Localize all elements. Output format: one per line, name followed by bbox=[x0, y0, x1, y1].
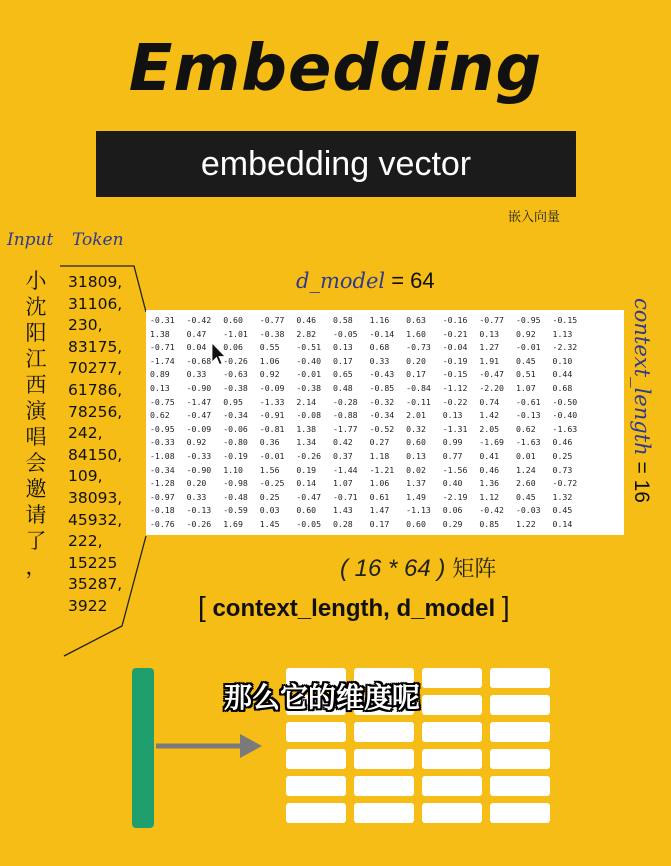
matrix-cell: 0.60 bbox=[296, 505, 317, 516]
grid-cell bbox=[354, 803, 414, 823]
matrix-cell: -1.74 bbox=[150, 355, 175, 366]
matrix-cell: 0.19 bbox=[296, 464, 317, 475]
matrix-cell: 0.33 bbox=[186, 369, 207, 380]
matrix-cell: -0.47 bbox=[186, 410, 212, 421]
grid-cell bbox=[354, 722, 414, 742]
matrix-cell: 0.17 bbox=[406, 369, 426, 380]
grid-cell bbox=[422, 668, 482, 688]
matrix-cell: -0.09 bbox=[186, 423, 212, 434]
grid-cell bbox=[490, 803, 550, 823]
matrix-cell: -0.33 bbox=[186, 450, 212, 461]
matrix-cell: -0.85 bbox=[369, 382, 395, 393]
grid-cell bbox=[422, 803, 482, 823]
matrix-cell: 1.69 bbox=[223, 518, 243, 529]
matrix-cell: -0.71 bbox=[150, 342, 175, 353]
matrix-cell: -0.26 bbox=[186, 518, 212, 529]
matrix-cell: -1.69 bbox=[479, 437, 504, 448]
matrix-cell: -0.42 bbox=[186, 315, 212, 325]
matrix-cell: 0.62 bbox=[515, 423, 536, 434]
matrix-cell: 0.68 bbox=[552, 382, 573, 393]
matrix-cell: 0.92 bbox=[259, 369, 280, 380]
matrix-cell: -0.42 bbox=[479, 505, 504, 516]
matrix-cell: 0.13 bbox=[442, 410, 463, 421]
matrix-cell: -0.28 bbox=[332, 396, 358, 407]
context-length-var: context_length bbox=[630, 298, 654, 456]
input-char: 请 bbox=[25, 503, 47, 527]
matrix-cell: -0.16 bbox=[442, 315, 468, 325]
matrix-cell: 1.24 bbox=[515, 464, 536, 475]
caption: 那么它的维度呢 bbox=[224, 681, 421, 714]
matrix-cell: -1.13 bbox=[406, 505, 431, 516]
token-id: 35287, bbox=[68, 575, 123, 594]
token-id: 83175, bbox=[68, 337, 123, 356]
matrix-cell: 1.38 bbox=[150, 328, 170, 339]
input-char: 小 bbox=[25, 269, 47, 293]
matrix-cell: 0.37 bbox=[332, 450, 353, 461]
matrix-cell: -0.34 bbox=[150, 464, 175, 475]
token-id: 31809, bbox=[68, 273, 123, 291]
matrix-cell: -0.34 bbox=[369, 410, 395, 421]
matrix-cell: -0.47 bbox=[296, 491, 322, 502]
grid-cell bbox=[354, 776, 414, 796]
matrix-cell: 1.12 bbox=[479, 491, 500, 502]
token-id: 45932, bbox=[68, 510, 123, 529]
input-char: 阳 bbox=[25, 321, 47, 345]
matrix-cell: 0.60 bbox=[406, 518, 426, 529]
matrix-cell: -1.77 bbox=[332, 423, 358, 434]
matrix-cell: 1.91 bbox=[479, 355, 500, 366]
matrix-cell: -1.28 bbox=[150, 478, 175, 489]
matrix-cell: 0.29 bbox=[442, 518, 463, 529]
matrix-cell: -0.06 bbox=[223, 423, 248, 434]
matrix-cell: -0.01 bbox=[515, 342, 541, 353]
matrix-cell: 0.17 bbox=[369, 518, 390, 529]
context-length-value: = 16 bbox=[630, 455, 653, 503]
matrix-cell: 0.06 bbox=[223, 342, 243, 353]
matrix-cell: -0.59 bbox=[223, 505, 248, 516]
token-id: 84150, bbox=[68, 445, 123, 464]
grid-cell bbox=[490, 668, 550, 688]
grid-cell bbox=[422, 695, 482, 715]
matrix-cell: -1.56 bbox=[442, 464, 468, 475]
matrix-cell: -0.63 bbox=[223, 369, 248, 380]
matrix-cell: -0.90 bbox=[186, 382, 212, 393]
token-id: 222, bbox=[68, 532, 103, 551]
token-id: 3922 bbox=[68, 596, 108, 615]
d-model-var: d_model bbox=[296, 269, 386, 293]
matrix-cell: 0.46 bbox=[552, 437, 573, 448]
matrix-cell: 0.32 bbox=[406, 423, 426, 434]
matrix-cell: 0.13 bbox=[406, 450, 426, 461]
matrix-cell: 0.45 bbox=[552, 505, 573, 516]
matrix-cell: -0.84 bbox=[406, 382, 431, 393]
matrix-cell: 2.14 bbox=[296, 396, 317, 407]
matrix-cell: -0.73 bbox=[406, 342, 431, 353]
input-char: 演 bbox=[25, 399, 47, 423]
matrix-cell: 1.06 bbox=[259, 355, 280, 366]
matrix-cell: -1.33 bbox=[259, 396, 285, 407]
matrix-cell: -0.34 bbox=[223, 410, 248, 421]
matrix-cell: 2.01 bbox=[406, 410, 426, 421]
matrix-cell: 0.51 bbox=[515, 369, 536, 380]
matrix-cell: 0.13 bbox=[479, 328, 500, 339]
matrix-cell: -0.38 bbox=[223, 382, 248, 393]
matrix-cell: 0.68 bbox=[369, 342, 390, 353]
matrix-cell: -0.19 bbox=[223, 450, 248, 461]
grid-cell bbox=[422, 776, 482, 796]
matrix-cell: 0.55 bbox=[259, 342, 280, 353]
matrix-cell: 0.45 bbox=[515, 491, 536, 502]
matrix-cell: 1.60 bbox=[406, 328, 426, 339]
matrix-cell: 0.10 bbox=[552, 355, 573, 366]
input-char: 西 bbox=[25, 373, 47, 397]
matrix-cell: 0.48 bbox=[332, 382, 353, 393]
matrix-cell: -2.20 bbox=[479, 382, 504, 393]
matrix-cell: -0.26 bbox=[296, 450, 322, 461]
token-id: 38093, bbox=[68, 488, 123, 507]
matrix-cell: -0.40 bbox=[552, 410, 578, 421]
matrix-cell: 0.95 bbox=[223, 396, 243, 407]
matrix-cell: 1.18 bbox=[369, 450, 390, 461]
matrix-cell: -0.03 bbox=[515, 505, 541, 516]
matrix-shape-cn: 矩阵 bbox=[445, 557, 497, 582]
matrix-cell: 1.36 bbox=[479, 478, 500, 489]
matrix-cell: -0.05 bbox=[296, 518, 322, 529]
matrix-cell: 0.92 bbox=[515, 328, 536, 339]
matrix-cell: -0.26 bbox=[223, 355, 248, 366]
token-id: 15225 bbox=[68, 553, 118, 572]
matrix-cell: -0.91 bbox=[259, 410, 285, 421]
matrix-cell: 1.45 bbox=[259, 518, 280, 529]
matrix-cell: -0.76 bbox=[150, 518, 175, 529]
matrix-cell: 0.02 bbox=[406, 464, 426, 475]
matrix-cell: 0.33 bbox=[186, 491, 207, 502]
grid-cell bbox=[490, 722, 550, 742]
matrix-cell: 0.40 bbox=[442, 478, 463, 489]
matrix-cell: 0.41 bbox=[479, 450, 500, 461]
matrix-cell: -0.72 bbox=[552, 478, 578, 489]
input-char: 沈 bbox=[25, 295, 47, 319]
matrix-cell: 0.46 bbox=[296, 315, 317, 325]
token-id: 242, bbox=[68, 424, 103, 443]
matrix-cell: 2.05 bbox=[479, 423, 500, 434]
matrix-cell: -0.11 bbox=[406, 396, 431, 407]
matrix-cell: 1.22 bbox=[515, 518, 536, 529]
matrix-cell: 0.77 bbox=[442, 450, 463, 461]
matrix-cell: -0.38 bbox=[296, 382, 322, 393]
grid-cell bbox=[286, 722, 346, 742]
matrix-shape-expr: ( 16 * 64 ) bbox=[340, 555, 446, 582]
matrix-cell: 0.45 bbox=[515, 355, 536, 366]
matrix-cell: -2.19 bbox=[442, 491, 468, 502]
matrix-cell: -1.21 bbox=[369, 464, 395, 475]
matrix-cell: 1.38 bbox=[296, 423, 317, 434]
matrix-cell: -0.48 bbox=[223, 491, 248, 502]
matrix-cell: -0.01 bbox=[296, 369, 322, 380]
matrix-cell: -0.75 bbox=[150, 396, 175, 407]
matrix-cell: 0.28 bbox=[332, 518, 353, 529]
matrix-cell: 1.27 bbox=[479, 342, 500, 353]
token-id: 61786, bbox=[68, 380, 123, 399]
matrix-cell: 1.56 bbox=[259, 464, 280, 475]
matrix-cell: 0.60 bbox=[223, 315, 243, 325]
input-char: ， bbox=[25, 555, 47, 579]
matrix-cell: 0.42 bbox=[332, 437, 353, 448]
matrix-cell: -1.01 bbox=[223, 328, 248, 339]
matrix-cell: 0.36 bbox=[259, 437, 280, 448]
grid-cell bbox=[286, 749, 346, 769]
dims-text: context_length, d_model bbox=[205, 595, 502, 622]
matrix-cell: 0.20 bbox=[406, 355, 426, 366]
matrix-cell: -0.51 bbox=[296, 342, 322, 353]
matrix-cell: 1.10 bbox=[223, 464, 243, 475]
banner-subtitle: 嵌入向量 bbox=[508, 210, 561, 225]
matrix-cell: 0.13 bbox=[150, 382, 170, 393]
token-id: 70277, bbox=[68, 359, 123, 378]
matrix-cell: 0.74 bbox=[479, 396, 500, 407]
matrix-cell: -0.38 bbox=[259, 328, 285, 339]
grid-cell bbox=[354, 749, 414, 769]
matrix-cell: -0.71 bbox=[332, 491, 358, 502]
grid-cell bbox=[490, 776, 550, 796]
matrix-cell: -0.32 bbox=[369, 396, 395, 407]
matrix-cell: 0.47 bbox=[186, 328, 207, 339]
matrix-cell: 1.34 bbox=[296, 437, 317, 448]
matrix-cell: 0.14 bbox=[296, 478, 317, 489]
matrix-cell: 1.42 bbox=[479, 410, 500, 421]
matrix-cell: -0.09 bbox=[259, 382, 285, 393]
matrix-cell: 0.58 bbox=[332, 315, 353, 325]
input-char: 会 bbox=[25, 451, 47, 475]
matrix-cell: 0.13 bbox=[332, 342, 353, 353]
matrix-cell: 0.25 bbox=[552, 450, 573, 461]
matrix-cell: 0.89 bbox=[150, 369, 170, 380]
matrix-cell: -0.21 bbox=[442, 328, 468, 339]
matrix-cell: -0.80 bbox=[223, 437, 248, 448]
matrix-cell: 0.20 bbox=[186, 478, 207, 489]
matrix-cell: -0.08 bbox=[296, 410, 322, 421]
matrix-cell: -0.88 bbox=[332, 410, 358, 421]
matrix-cell: -0.81 bbox=[259, 423, 285, 434]
matrix-cell: 0.60 bbox=[406, 437, 426, 448]
matrix-cell: -0.05 bbox=[332, 328, 358, 339]
grid-cell bbox=[286, 776, 346, 796]
matrix-cell: 0.63 bbox=[406, 315, 426, 325]
matrix-cell: 0.44 bbox=[552, 369, 573, 380]
grid-cell bbox=[422, 749, 482, 769]
token-id: 78256, bbox=[68, 402, 123, 421]
dims-open-bracket: [ bbox=[198, 591, 206, 622]
token-id: 230, bbox=[68, 316, 103, 335]
matrix-cell: 1.49 bbox=[406, 491, 426, 502]
matrix-cell: 0.27 bbox=[369, 437, 390, 448]
matrix-cell: -0.77 bbox=[479, 315, 504, 325]
matrix-cell: -0.19 bbox=[442, 355, 468, 366]
matrix-cell: -0.15 bbox=[442, 369, 468, 380]
matrix-cell: 2.60 bbox=[515, 478, 536, 489]
matrix-cell: 2.82 bbox=[296, 328, 317, 339]
matrix-cell: 0.14 bbox=[552, 518, 573, 529]
matrix-cell: -0.22 bbox=[442, 396, 468, 407]
matrix-cell: -0.13 bbox=[515, 410, 541, 421]
matrix-cell: 1.07 bbox=[515, 382, 536, 393]
matrix-cell: -1.08 bbox=[150, 450, 175, 461]
matrix-cell: 0.04 bbox=[186, 342, 207, 353]
matrix-cell: 0.85 bbox=[479, 518, 500, 529]
token-header: Token bbox=[72, 230, 124, 250]
matrix-cell: 1.13 bbox=[552, 328, 573, 339]
matrix-cell: -0.01 bbox=[259, 450, 285, 461]
matrix-cell: 0.99 bbox=[442, 437, 463, 448]
matrix-cell: -0.50 bbox=[552, 396, 578, 407]
matrix-cell: -0.47 bbox=[479, 369, 504, 380]
grid-cell bbox=[490, 695, 550, 715]
input-char: 江 bbox=[25, 347, 47, 371]
matrix-cell: -0.77 bbox=[259, 315, 285, 325]
matrix-cell: -1.31 bbox=[442, 423, 468, 434]
matrix-cell: -0.97 bbox=[150, 491, 175, 502]
matrix-cell: 0.03 bbox=[259, 505, 280, 516]
matrix-cell: -1.63 bbox=[552, 423, 578, 434]
matrix-cell: 0.73 bbox=[552, 464, 573, 475]
matrix-cell: 1.07 bbox=[332, 478, 353, 489]
banner-text: embedding vector bbox=[200, 144, 472, 183]
grid-cell bbox=[490, 749, 550, 769]
matrix-cell: 1.16 bbox=[369, 315, 390, 325]
input-char: 了 bbox=[25, 529, 47, 553]
matrix-cell: -0.31 bbox=[150, 315, 175, 325]
matrix-cell: 0.65 bbox=[332, 369, 353, 380]
matrix-cell: -0.98 bbox=[223, 478, 248, 489]
matrix-cell: 0.46 bbox=[479, 464, 500, 475]
matrix-cell: 1.37 bbox=[406, 478, 426, 489]
matrix-cell: -0.43 bbox=[369, 369, 395, 380]
input-char: 唱 bbox=[25, 425, 47, 449]
matrix-cell: -1.44 bbox=[332, 464, 358, 475]
matrix-cell: -0.18 bbox=[150, 505, 175, 516]
matrix-cell: 0.62 bbox=[150, 410, 170, 421]
matrix-cell: -2.32 bbox=[552, 342, 578, 353]
matrix-cell: -0.68 bbox=[186, 355, 212, 366]
matrix-cell: -0.52 bbox=[369, 423, 395, 434]
matrix-cell: 0.17 bbox=[332, 355, 353, 366]
matrix-cell: -1.47 bbox=[186, 396, 212, 407]
page-title: Embedding bbox=[128, 32, 543, 106]
matrix-cell: 1.43 bbox=[332, 505, 353, 516]
input-header: Input bbox=[7, 230, 54, 250]
matrix-cell: -0.40 bbox=[296, 355, 322, 366]
dims-close-bracket: ] bbox=[501, 591, 510, 622]
matrix-cell: 1.06 bbox=[369, 478, 390, 489]
matrix-cell: 0.33 bbox=[369, 355, 390, 366]
matrix-cell: -0.90 bbox=[186, 464, 212, 475]
input-char: 邀 bbox=[25, 477, 47, 501]
matrix-cell: -0.61 bbox=[515, 396, 541, 407]
grid-cell bbox=[422, 722, 482, 742]
matrix-cell: 1.32 bbox=[552, 491, 573, 502]
matrix-cell: 0.01 bbox=[515, 450, 536, 461]
matrix-cell: 0.61 bbox=[369, 491, 390, 502]
matrix-cell: 0.92 bbox=[186, 437, 207, 448]
matrix-cell: -0.25 bbox=[259, 478, 285, 489]
matrix-cell: -0.95 bbox=[150, 423, 175, 434]
grid-cell bbox=[286, 803, 346, 823]
matrix-cell: 0.06 bbox=[442, 505, 463, 516]
matrix-cell: -0.04 bbox=[442, 342, 468, 353]
matrix-cell: -0.13 bbox=[186, 505, 212, 516]
matrix-cell: 1.47 bbox=[369, 505, 390, 516]
matrix-cell: -0.33 bbox=[150, 437, 175, 448]
matrix-cell: -1.12 bbox=[442, 382, 468, 393]
matrix-cell: 0.25 bbox=[259, 491, 280, 502]
matrix-cell: -0.14 bbox=[369, 328, 395, 339]
matrix-cell: -0.15 bbox=[552, 315, 578, 325]
matrix-cell: -1.63 bbox=[515, 437, 541, 448]
matrix-cell: -0.95 bbox=[515, 315, 541, 325]
d-model-value: = 64 bbox=[385, 268, 435, 293]
token-id: 109, bbox=[68, 467, 103, 486]
token-id: 31106, bbox=[68, 294, 123, 313]
